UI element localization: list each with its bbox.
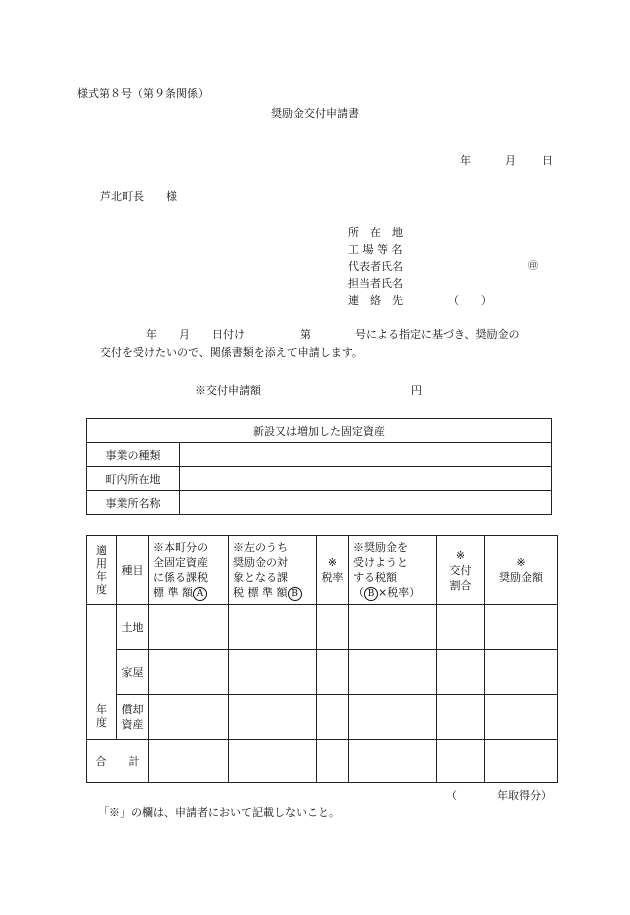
- col-a-line: [153, 585, 228, 601]
- value-cell[interactable]: [229, 695, 317, 740]
- col-ratio-line: ※: [455, 548, 466, 562]
- value-cell[interactable]: [485, 605, 558, 650]
- asset-row-label: 町内所在地: [87, 467, 180, 491]
- col-rate-line: 税率: [321, 571, 344, 584]
- footnote: 「※」の欄は、申請者において記載しないこと。: [98, 806, 340, 819]
- col-applicable-year: [87, 536, 117, 605]
- col-tax-formula-post: ×税率）: [378, 585, 421, 599]
- total-cell[interactable]: [317, 740, 349, 783]
- col-tax-line: ※奨励金を: [353, 540, 408, 554]
- requested-amount-label: ※交付申請額: [195, 384, 261, 397]
- application-statement: [100, 326, 560, 362]
- type-depreciable-assets: 償却 資産: [117, 695, 149, 740]
- applicant-address: 所 在 地: [348, 226, 403, 239]
- value-cell[interactable]: [149, 650, 229, 695]
- value-cell[interactable]: [317, 650, 349, 695]
- acquisition-year-open: （: [446, 789, 457, 802]
- applicant-contact: [348, 292, 548, 309]
- acquisition-year-note: [446, 787, 552, 803]
- mark-b: B: [288, 587, 302, 601]
- value-cell[interactable]: [317, 695, 349, 740]
- type-building: 家屋: [117, 650, 149, 695]
- date-month: 月: [505, 154, 516, 167]
- col-ratio-line: 交付: [449, 563, 472, 577]
- col-ratio-line: 割合: [449, 578, 472, 592]
- asset-row-value[interactable]: [180, 443, 552, 467]
- col-a-line: ※本町分の: [153, 540, 208, 554]
- asset-table-header: 新設又は増加した固定資産: [87, 419, 552, 443]
- col-b-line: 象となる課: [233, 570, 288, 584]
- col-amount-line: 奨励金額: [499, 571, 543, 584]
- year-cell[interactable]: [87, 605, 117, 740]
- value-cell[interactable]: [485, 650, 558, 695]
- mark-b: B: [364, 587, 378, 601]
- total-label: 合 計: [87, 740, 149, 783]
- applicant-block: [348, 224, 548, 309]
- col-incentive-amount: [485, 536, 558, 605]
- value-cell[interactable]: [437, 695, 485, 740]
- value-cell[interactable]: [229, 650, 317, 695]
- col-tax-rate: [317, 536, 349, 605]
- date-day: 日: [542, 154, 553, 167]
- col-b-line-text: 税 標 準 額: [233, 585, 288, 599]
- col-tax-formula-pre: （: [353, 585, 364, 599]
- col-a-line: に係る課税: [153, 570, 208, 584]
- col-rate-line: ※: [327, 556, 338, 569]
- value-cell[interactable]: [229, 605, 317, 650]
- value-cell[interactable]: [485, 695, 558, 740]
- col-tax-amount: [349, 536, 437, 605]
- applicant-contact-label: 連 絡 先: [348, 294, 403, 307]
- mark-a: A: [193, 587, 207, 601]
- asset-row-label: 事業の種類: [87, 443, 180, 467]
- col-b-line: [233, 585, 316, 601]
- asset-table: [86, 418, 552, 515]
- requested-amount-unit: 円: [411, 384, 422, 397]
- total-cell[interactable]: [229, 740, 317, 783]
- statement-line-1: 年 月 日付け 第 号による指定に基づき、奨励金の: [146, 328, 520, 341]
- incentive-calculation-table: [86, 535, 558, 783]
- col-tax-line: [353, 585, 436, 601]
- total-cell[interactable]: [437, 740, 485, 783]
- statement-line-2: 交付を受けたいので、関係書類を添えて申請します。: [100, 346, 363, 359]
- col-amount-line: ※: [516, 556, 526, 569]
- form-number: 様式第８号（第９条関係）: [77, 87, 209, 100]
- date-line: [460, 152, 553, 168]
- col-tax-line: 受けようと: [353, 555, 408, 569]
- asset-row-label: 事業所名称: [87, 491, 180, 515]
- col-type: 種目: [117, 536, 149, 605]
- value-cell[interactable]: [149, 695, 229, 740]
- total-cell[interactable]: [149, 740, 229, 783]
- value-cell[interactable]: [349, 695, 437, 740]
- col-b-line: ※左のうち: [233, 540, 288, 554]
- col-grant-ratio: [437, 536, 485, 605]
- applicant-representative: [348, 258, 548, 275]
- total-cell[interactable]: [485, 740, 558, 783]
- value-cell[interactable]: [349, 650, 437, 695]
- value-cell[interactable]: [437, 650, 485, 695]
- asset-row-value[interactable]: [180, 491, 552, 515]
- document-title: 奨励金交付申請書: [271, 107, 359, 120]
- value-cell[interactable]: [349, 605, 437, 650]
- asset-row-value[interactable]: [180, 467, 552, 491]
- total-cell[interactable]: [349, 740, 437, 783]
- value-cell[interactable]: [437, 605, 485, 650]
- col-total-tax-base: [149, 536, 229, 605]
- value-cell[interactable]: [149, 605, 229, 650]
- date-year: 年: [460, 154, 471, 167]
- acquisition-year-close: 年取得分）: [497, 789, 552, 802]
- addressee: 芦北町長 様: [100, 190, 177, 203]
- year-label: 年 度: [96, 703, 107, 729]
- col-tax-line: する税額: [353, 570, 397, 584]
- col-a-line: 全固定資産: [153, 555, 208, 569]
- value-cell[interactable]: [317, 605, 349, 650]
- applicant-factory-name: 工 場 等 名: [348, 243, 403, 256]
- col-applicable-year-label: 適 用 年 度: [96, 544, 107, 596]
- applicant-representative-label: 代表者氏名: [348, 260, 403, 273]
- requested-amount: [195, 382, 422, 398]
- type-land: 土地: [117, 605, 149, 650]
- applicant-person-in-charge: 担当者氏名: [348, 277, 403, 290]
- applicant-contact-paren: （ ）: [448, 294, 492, 307]
- col-target-tax-base: [229, 536, 317, 605]
- seal-mark: ㊞: [528, 261, 538, 272]
- col-b-line: 奨励金の対: [233, 555, 288, 569]
- col-a-line-text: 標 準 額: [153, 585, 193, 599]
